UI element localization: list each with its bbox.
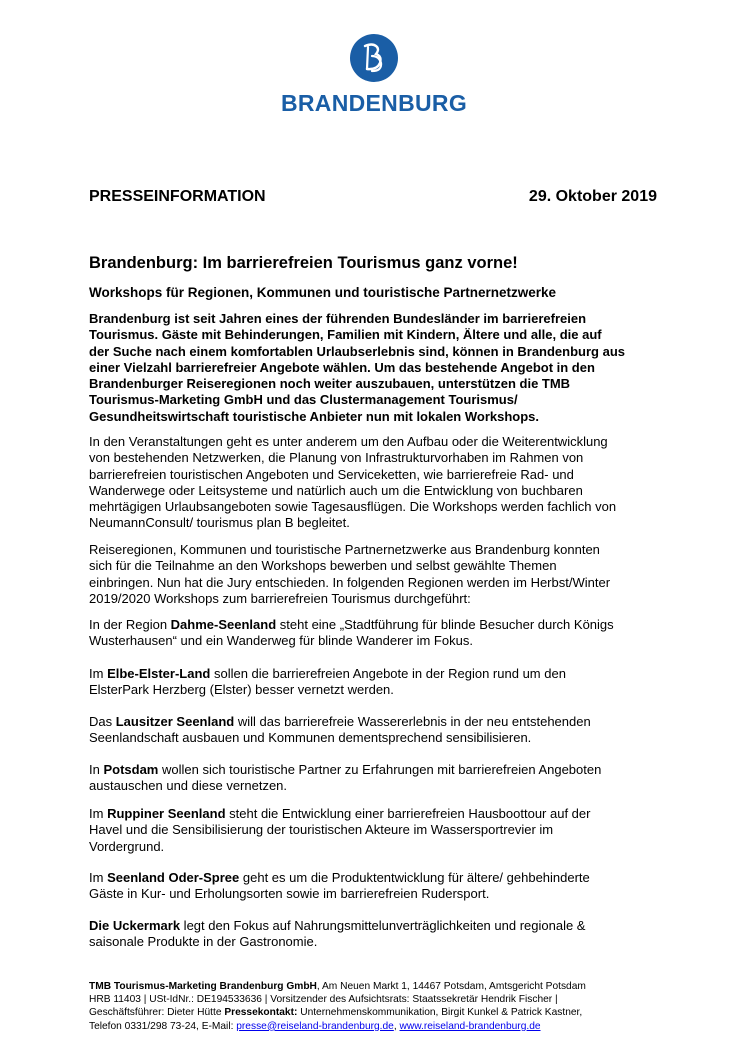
text: legt den Fokus auf Nahrungsmittelunverträglichkeiten und regionale & xyxy=(180,918,586,933)
text: , xyxy=(393,1020,400,1032)
text: austauschen und diese vernetzen. xyxy=(89,778,288,794)
text: In der Region xyxy=(89,617,171,632)
email-link[interactable]: presse@reiseland-brandenburg.de xyxy=(236,1020,394,1032)
paragraph-line: Reiseregionen, Kommunen und touristische Partnernetzwerke aus Brandenburg konnten xyxy=(89,542,600,557)
paragraph-line: 2019/2020 Workshops zum barrierefreien Tourismus durchgeführt: xyxy=(89,590,471,606)
text: Im xyxy=(89,806,108,821)
paragraph-line: von bestehenden Netzwerken, die Planung von Infrastrukturvorhaben im Rahmen von xyxy=(89,450,584,466)
text: sollen die barrierefreien Angebote in der Region rund um den xyxy=(210,666,566,681)
paragraph-line: barrierefreien touristischen Angeboten und Serviceketten, wie barrierefreie Rad- und xyxy=(89,466,574,482)
region-name: Lausitzer Seenland xyxy=(115,714,235,729)
intro-line: Tourismus. Gäste mit Behinderungen, Familien mit Kindern, Ältere und alle, die auf xyxy=(89,327,602,343)
text: Geschäftsführer: Dieter Hütte xyxy=(89,1007,225,1019)
footer-company: TMB Tourismus-Marketing Brandenburg GmbH xyxy=(89,981,317,992)
region-name: Die Uckermark xyxy=(89,918,181,933)
intro-line: Brandenburg ist seit Jahren eines der führenden Bundesländer im barrierefreien xyxy=(89,311,587,326)
press-label: PRESSEINFORMATION xyxy=(89,188,266,205)
text: wollen sich touristische Partner zu Erfahrungen mit barrierefreien Angeboten xyxy=(158,762,602,777)
text: Im xyxy=(89,870,108,885)
paragraph-line: Wanderwege oder Leitsysteme und natürlich auch um die Entwicklung von buchbaren xyxy=(89,482,583,498)
text: will das barrierefreie Wassererlebnis in der neu entstehenden xyxy=(234,714,591,729)
region-elbe-elster-land xyxy=(89,666,669,699)
page-subtitle: Workshops für Regionen, Kommunen und touristische Partnernetzwerke xyxy=(89,285,557,300)
press-header xyxy=(89,188,657,210)
paragraph-jury xyxy=(89,542,669,607)
intro-line: Gesundheitswirtschaft touristische Anbieter nun mit lokalen Workshops. xyxy=(89,408,540,424)
press-date: 29. Oktober 2019 xyxy=(528,188,657,205)
page-title: Brandenburg: Im barrierefreien Tourismus ganz vorne! xyxy=(89,254,518,272)
text: Seenlandschaft ausbauen und Kommunen dementsprechend sensibilisieren. xyxy=(89,730,532,746)
paragraph-line: NeumannConsult/ tourismus plan B begleitet. xyxy=(89,515,350,531)
text: Unternehmenskommunikation, Birgit Kunkel & Patrick Kastner, xyxy=(297,1007,583,1019)
region-lausitzer-seenland xyxy=(89,714,669,747)
text: steht eine „Stadtführung für blinde Besucher durch Königs xyxy=(276,617,614,632)
intro-line: einer Vielzahl barrierefreier Angebote wählen. Um das bestehende Angebot in den xyxy=(89,359,595,375)
region-name: Potsdam xyxy=(103,762,159,777)
footer-imprint xyxy=(89,980,669,1033)
text: Havel und die Sensibilisierung der touristischen Akteure im Wassersportrevier im xyxy=(89,822,554,838)
paragraph-line: sich für die Teilnahme an den Workshops bewerben und selbst gewählte Themen xyxy=(89,558,557,574)
region-name: Seenland Oder-Spree xyxy=(107,870,240,885)
region-uckermark xyxy=(89,918,669,951)
text: steht die Entwicklung einer barrierefreien Hausboottour auf der xyxy=(225,806,591,821)
intro-paragraph xyxy=(89,311,669,425)
region-seenland-oder-spree xyxy=(89,870,669,903)
text: Telefon 0331/298 73-24, E-Mail: xyxy=(89,1020,237,1032)
brand-name: BRANDENBURG xyxy=(280,90,468,116)
region-name: Ruppiner Seenland xyxy=(107,806,226,821)
intro-line: der Suche nach einem komfortablen Urlaubserlebnis sind, können in Brandenburg aus xyxy=(89,343,625,359)
text: ElsterPark Herzberg (Elster) besser vernetzt werden. xyxy=(89,682,394,698)
paragraph-events xyxy=(89,434,669,532)
text: Wusterhausen“ und ein Wanderweg für blinde Wanderer im Fokus. xyxy=(89,633,473,649)
brandenburg-b-logo-icon xyxy=(348,32,400,84)
text: saisonale Produkte in der Gastronomie. xyxy=(89,934,318,950)
region-name: Elbe-Elster-Land xyxy=(107,666,211,681)
intro-line: Brandenburger Reiseregionen noch weiter auszubauen, unterstützen die TMB xyxy=(89,376,571,392)
intro-line: Tourismus-Marketing GmbH und das Clustermanagement Tourismus/ xyxy=(89,392,518,408)
region-ruppiner-seenland xyxy=(89,806,669,855)
text: Vordergrund. xyxy=(89,838,165,854)
text: In xyxy=(89,762,104,777)
text: Im xyxy=(89,666,108,681)
text: Gäste in Kur- und Erholungsorten sowie im barrierefreien Rudersport. xyxy=(89,886,490,902)
text: geht es um die Produktentwicklung für ältere/ gehbehinderte xyxy=(239,870,590,885)
press-contact-label: Pressekontakt: xyxy=(224,1007,298,1019)
region-dahme-seenland xyxy=(89,617,669,650)
website-link[interactable]: www.reiseland-brandenburg.de xyxy=(399,1020,541,1032)
text: , Am Neuen Markt 1, 14467 Potsdam, Amtsgericht Potsdam xyxy=(316,981,586,992)
text: Das xyxy=(89,714,116,729)
region-potsdam xyxy=(89,762,669,795)
paragraph-line: mehrtägigen Urlaubsangeboten sowie Tagesausflügen. Die Workshops werden fachlich von xyxy=(89,499,617,515)
region-name: Dahme-Seenland xyxy=(170,617,277,632)
paragraph-line: In den Veranstaltungen geht es unter anderem um den Aufbau oder die Weiterentwicklung xyxy=(89,434,608,449)
brandenburg-logo xyxy=(279,32,469,122)
text: HRB 11403 | USt-IdNr.: DE194533636 | Vorsitzender des Aufsichtsrats: Staatssekretär Hendrik Fischer | xyxy=(89,994,558,1006)
paragraph-line: einbringen. Nun hat die Jury entschieden. In folgenden Regionen werden im Herbst/Winter xyxy=(89,574,611,590)
